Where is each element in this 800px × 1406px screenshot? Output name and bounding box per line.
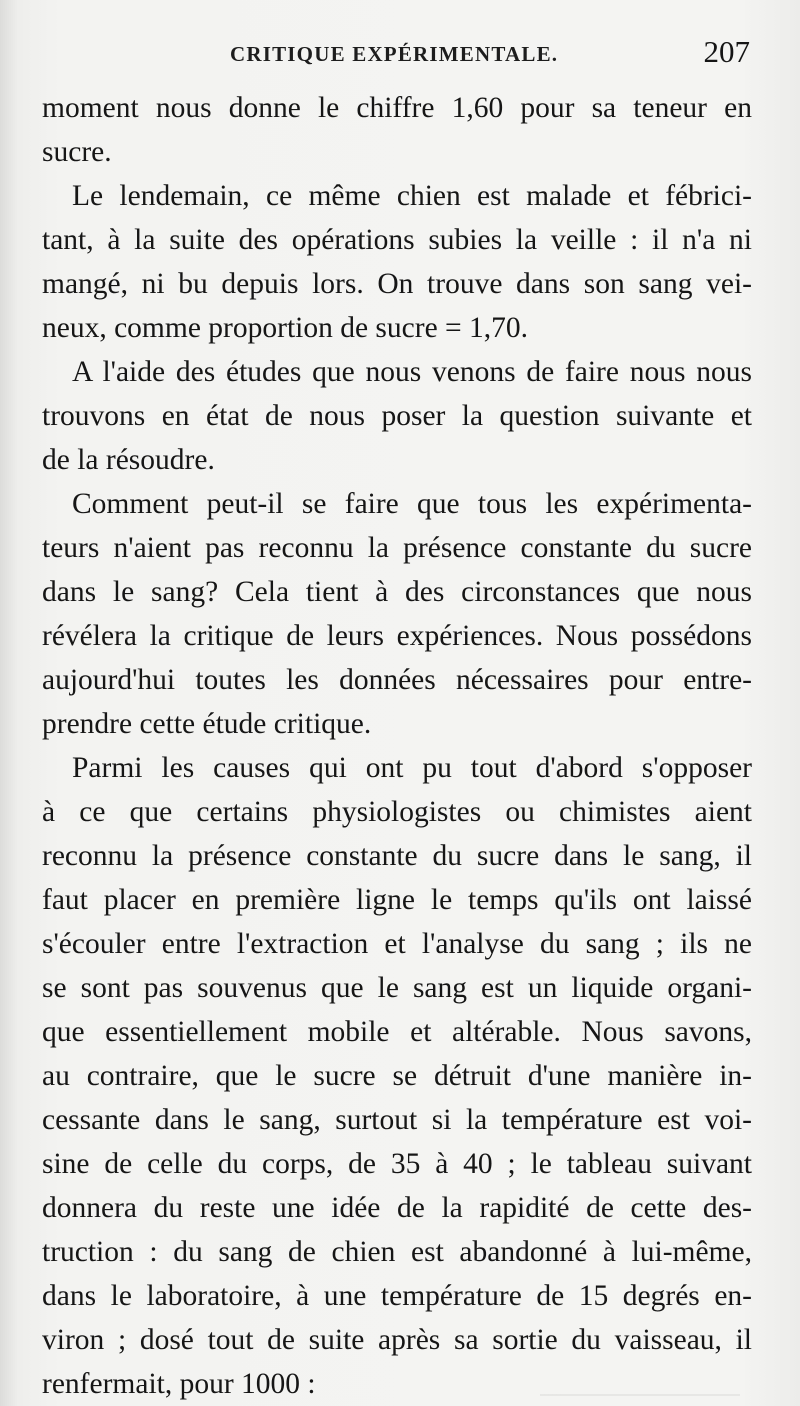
text-line: mangé, ni bu depuis lors. On trouve dans son sang vei- [42,268,752,300]
page-number: 207 [703,34,750,69]
text-line: dans le sang? Cela tient à des circonstances que nous [42,576,752,608]
text-line: Parmi les causes qui ont pu tout d'abord s'opposer [72,752,752,784]
text-line: sine de celle du corps, de 35 à 40 ; le tableau suivant [42,1148,752,1180]
text-line: Le lendemain, ce même chien est malade et fébrici- [72,180,752,212]
text-line: reconnu la présence constante du sucre dans le sang, il [42,840,752,872]
text-line: moment nous donne le chiffre 1,60 pour sa teneur en [42,92,752,124]
text-line: viron ; dosé tout de suite après sa sortie du vaisseau, il [42,1324,752,1356]
text-line: révélera la critique de leurs expériences. Nous possédons [42,620,752,652]
text-line: que essentiellement mobile et altérable. Nous savons, [42,1016,752,1048]
page-shadow [540,1394,740,1396]
text-line: truction : du sang de chien est abandonné à lui-même, [42,1236,752,1268]
text-line: prendre cette étude critique. [42,708,372,740]
text-line: sucre. [42,136,112,168]
running-header [40,34,752,74]
text-line: renfermait, pour 1000 : [42,1368,316,1400]
running-title: CRITIQUE EXPÉRIMENTALE. [230,42,559,66]
text-line: se sont pas souvenus que le sang est un liquide organi- [42,972,752,1004]
text-line: A l'aide des études que nous venons de faire nous nous [72,356,752,388]
text-line: aujourd'hui toutes les données nécessaires pour entre- [42,664,752,696]
text-line: tant, à la suite des opérations subies la veille : il n'a ni [42,224,752,256]
text-line: teurs n'aient pas reconnu la présence constante du sucre [42,532,752,564]
text-line: de la résoudre. [42,444,215,476]
text-line: à ce que certains physiologistes ou chimistes aient [42,796,752,828]
text-line: donnera du reste une idée de la rapidité de cette des- [42,1192,752,1224]
text-line: Comment peut-il se faire que tous les expérimenta- [72,488,752,520]
text-line: trouvons en état de nous poser la question suivante et [42,400,752,432]
text-line: neux, comme proportion de sucre = 1,70. [42,312,529,344]
body-text [42,86,752,1406]
text-line: dans le laboratoire, à une température de 15 degrés en- [42,1280,752,1312]
text-line: au contraire, que le sucre se détruit d'une manière in- [42,1060,752,1092]
text-line: faut placer en première ligne le temps qu'ils ont laissé [42,884,752,916]
text-line: cessante dans le sang, surtout si la température est voi- [42,1104,752,1136]
text-line: s'écouler entre l'extraction et l'analyse du sang ; ils ne [42,928,752,960]
